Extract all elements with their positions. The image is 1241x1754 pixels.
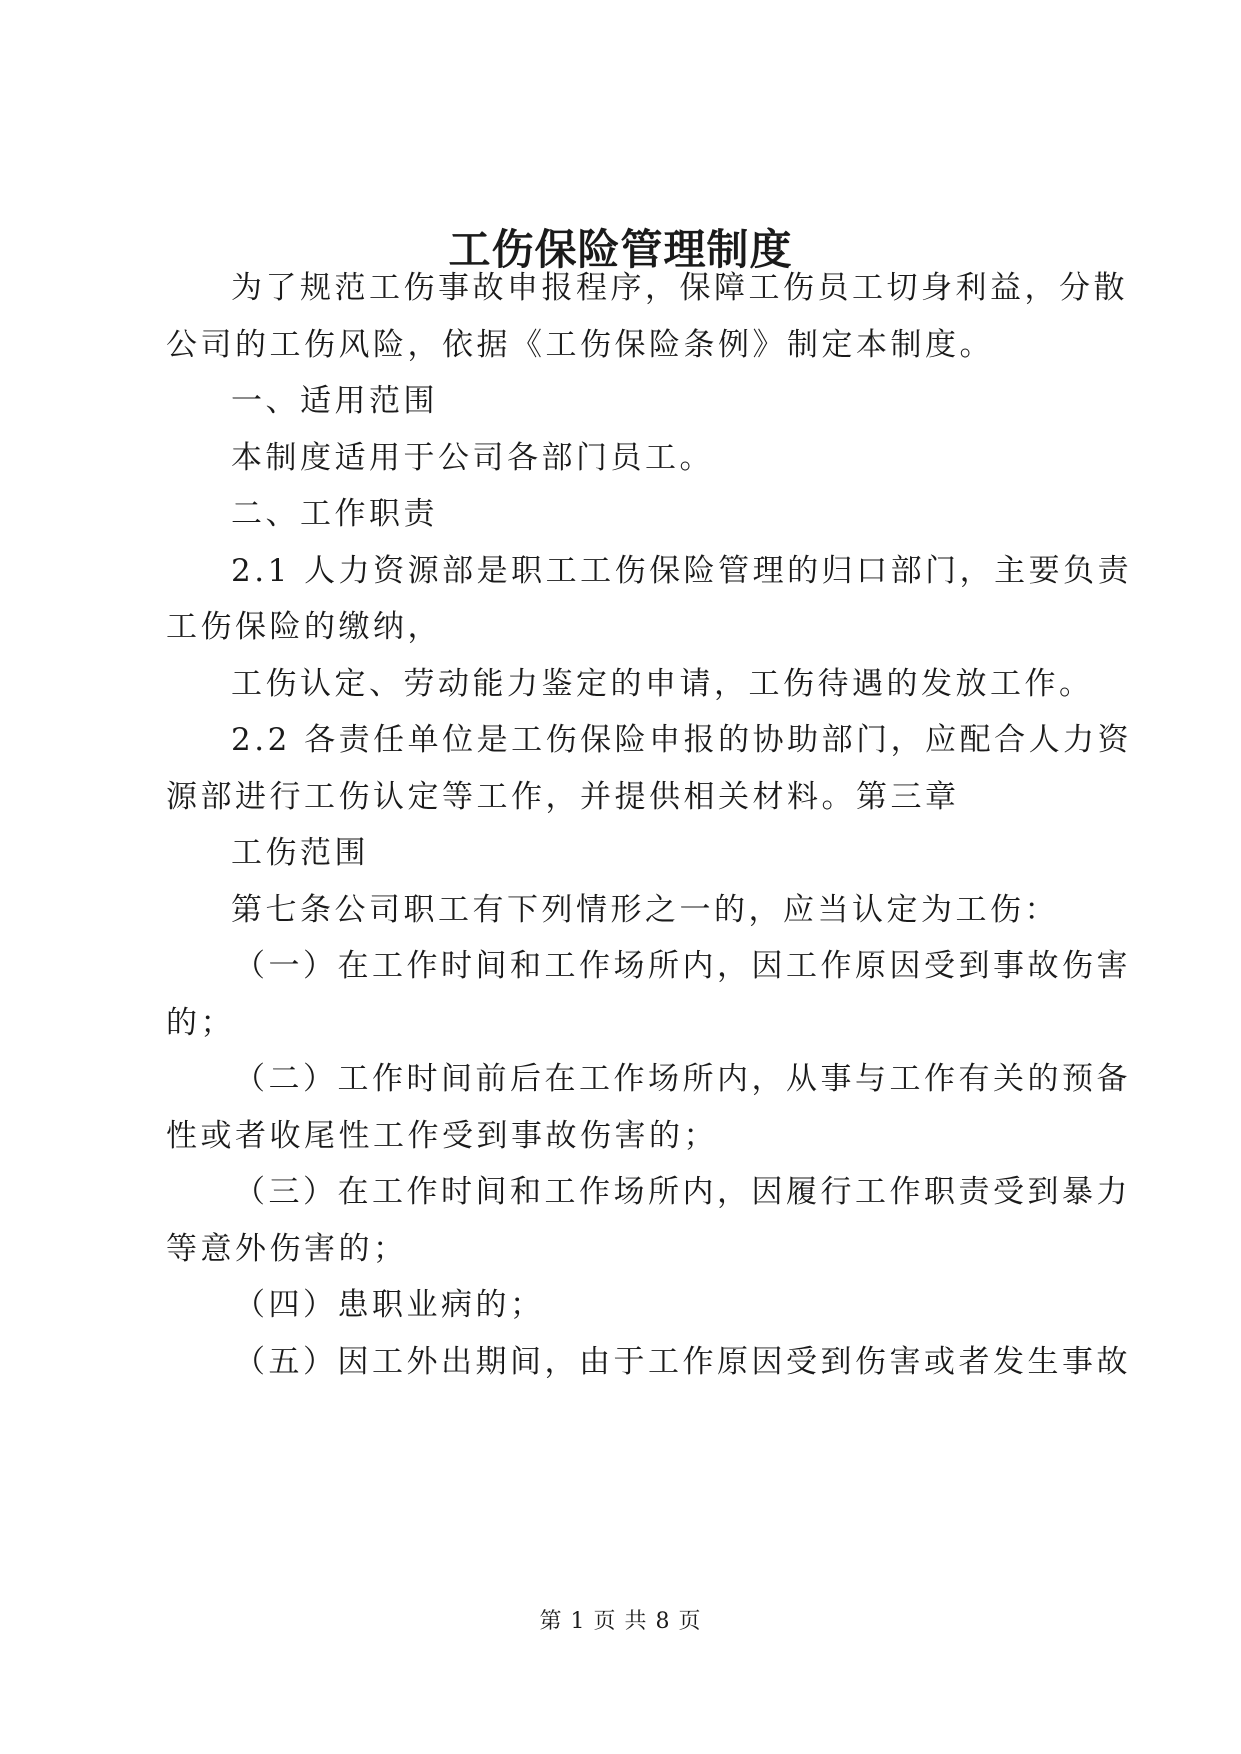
list-item-line: （五）因工外出期间，由于工作原因受到伤害或者发生事故 <box>234 1344 1131 1380</box>
section-heading: 一、适用范围 <box>231 383 438 419</box>
section-heading: 工伤范围 <box>231 835 369 871</box>
paragraph-line: 本制度适用于公司各部门员工。 <box>231 440 714 476</box>
list-item-line: （四）患职业病的； <box>234 1287 545 1323</box>
paragraph-line: 第七条公司职工有下列情形之一的，应当认定为工伤： <box>231 892 1059 928</box>
paragraph-line: 2.1 人力资源部是职工工伤保险管理的归口部门，主要负责 <box>231 553 1133 589</box>
section-heading: 二、工作职责 <box>231 496 438 532</box>
list-item-line: （三）在工作时间和工作场所内，因履行工作职责受到暴力 <box>234 1174 1131 1210</box>
paragraph-line: 工伤保险的缴纳， <box>166 609 442 645</box>
paragraph-line: 2.2 各责任单位是工伤保险申报的协助部门，应配合人力资 <box>231 722 1133 758</box>
list-item-line: （二）工作时间前后在工作场所内，从事与工作有关的预备 <box>234 1061 1131 1097</box>
list-item-line: 的； <box>166 1005 235 1041</box>
document-title: 工伤保险管理制度 <box>448 225 793 274</box>
page-footer: 第 1 页 共 8 页 <box>539 1609 702 1634</box>
paragraph-line: 源部进行工伤认定等工作，并提供相关材料。第三章 <box>166 779 960 815</box>
list-item-line: 性或者收尾性工作受到事故伤害的； <box>166 1118 718 1154</box>
list-item-line: （一）在工作时间和工作场所内，因工作原因受到事故伤害 <box>234 948 1131 984</box>
paragraph-line: 工伤认定、劳动能力鉴定的申请，工伤待遇的发放工作。 <box>231 666 1094 702</box>
paragraph-line: 公司的工伤风险，依据《工伤保险条例》制定本制度。 <box>166 327 994 363</box>
list-item-line: 等意外伤害的； <box>166 1231 408 1267</box>
paragraph-line: 为了规范工伤事故申报程序，保障工伤员工切身利益，分散 <box>231 270 1128 306</box>
